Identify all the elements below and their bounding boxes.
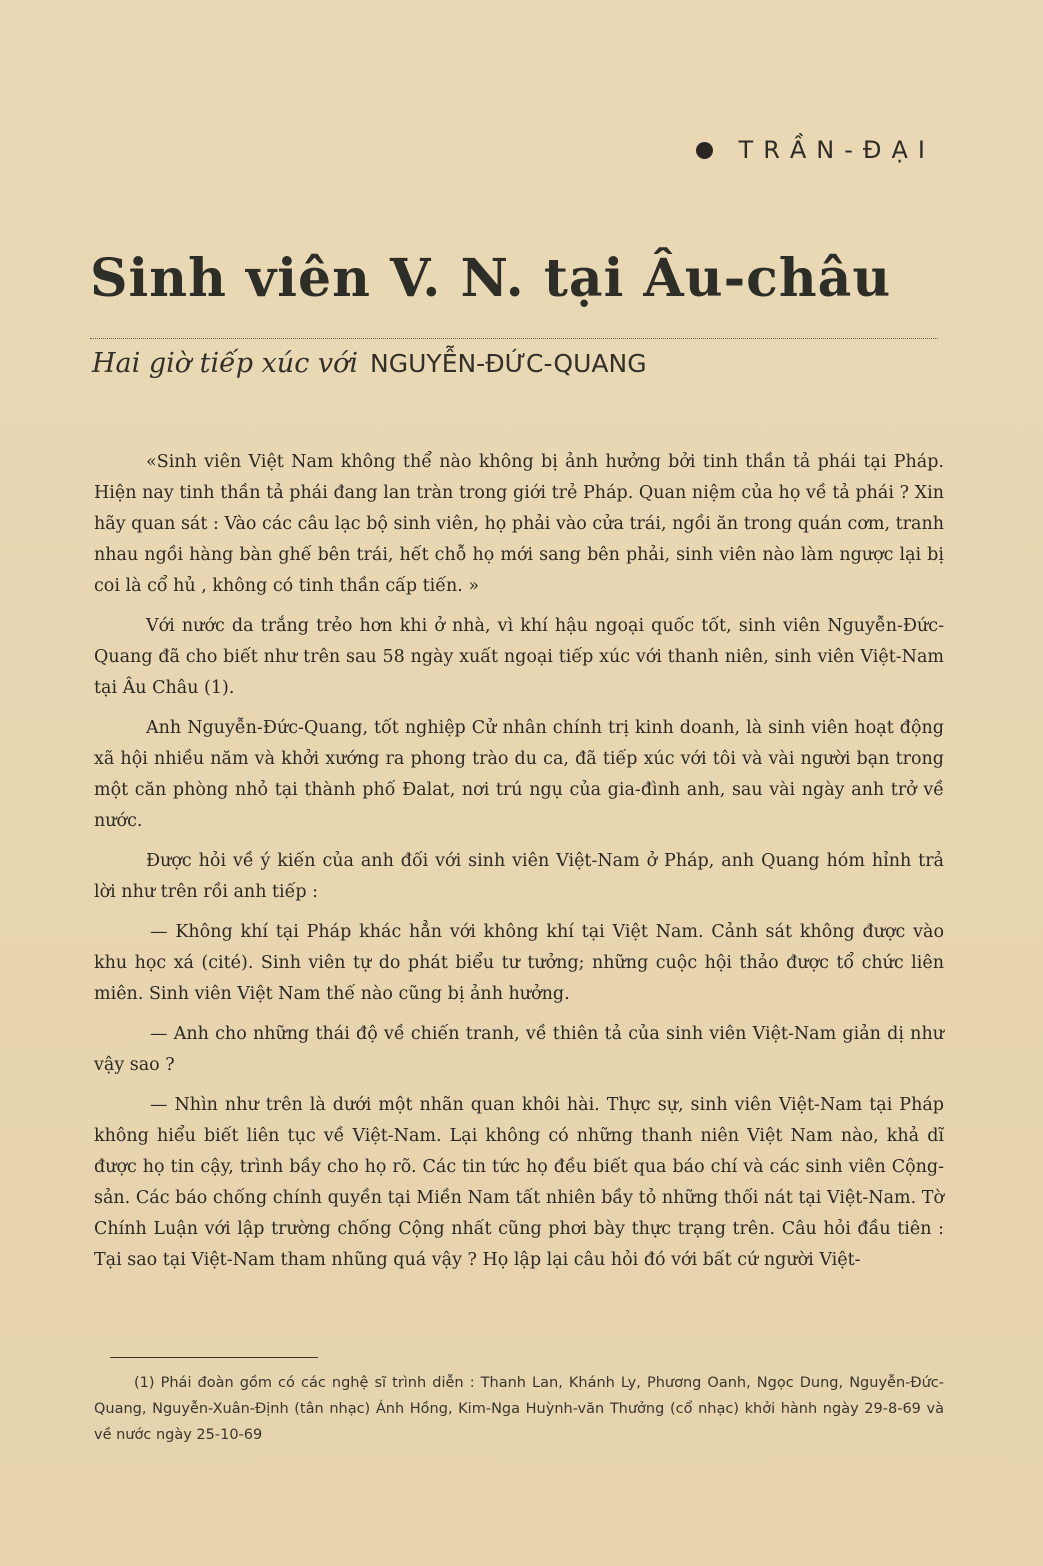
- dialog-paragraph: — Nhìn như trên là dưới một nhãn quan khôi hài. Thực sự, sinh viên Việt-Nam tại Pháp không hiểu biết liên tục về Việt-Nam. Lại không có những thanh niên Việt Nam nào, khả dĩ được họ tin cậy, trình bầy cho họ rõ. Các tin tức họ đều biết qua báo chí và các sinh viên Cộng-sản. Các báo chống chính quyền tại Miền Nam tất nhiên bầy tỏ những thối nát tại Việt-Nam. Tờ Chính Luận với lập trường chống Cộng nhất cũng phơi bày thực trạng trên. Câu hỏi đầu tiên : Tại sao tại Việt-Nam tham nhũng quá vậy ? Họ lập lại câu hỏi đó với bất cứ người Việt-: [94, 1095, 944, 1270]
- footnote-divider: [110, 1357, 318, 1358]
- article-title: Sinh viên V. N. tại Âu-châu: [90, 248, 892, 309]
- paragraph: Anh Nguyễn-Đức-Quang, tốt nghiệp Cử nhân chính trị kinh doanh, là sinh viên hoạt động xã hội nhiều năm và khởi xướng ra phong trào du ca, đã tiếp xúc với tôi và vài người bạn trong một căn phòng nhỏ tại thành phố Đalat, nơi trú ngụ của gia-đình anh, sau vài ngày anh trở về nước.: [94, 718, 944, 831]
- title-divider: [90, 338, 938, 339]
- article-subtitle: [92, 348, 952, 379]
- dialog-paragraph: — Không khí tại Pháp khác hẳn với không khí tại Việt Nam. Cảnh sát không được vào khu học xá (cité). Sinh viên tự do phát biểu tư tưởng; những cuộc hội thảo được tổ chức liên miên. Sinh viên Việt Nam thế nào cũng bị ảnh hưởng.: [94, 922, 944, 1004]
- paragraph-quote: «Sinh viên Việt Nam không thể nào không bị ảnh hưởng bởi tinh thần tả phái tại Pháp. Hiện nay tinh thần tả phái đang lan tràn trong giới trẻ Pháp. Quan niệm của họ về tả phái ? Xin hãy quan sát : Vào các câu lạc bộ sinh viên, họ phải vào cửa trái, ngồi ăn trong quán cơm, tranh nhau ngồi hàng bàn ghế bên trái, hết chỗ họ mới sang bên phải, sinh viên nào làm ngược lại bị coi là cổ hủ , không có tinh thần cấp tiến. »: [94, 452, 944, 596]
- dialog-paragraph: — Anh cho những thái độ về chiến tranh, về thiên tả của sinh viên Việt-Nam giản dị như vậy sao ?: [94, 1024, 944, 1075]
- paragraph: Được hỏi về ý kiến của anh đối với sinh viên Việt-Nam ở Pháp, anh Quang hóm hỉnh trả lời như trên rồi anh tiếp :: [94, 851, 944, 902]
- paragraph: Với nước da trắng trẻo hơn khi ở nhà, vì khí hậu ngoại quốc tốt, sinh viên Nguyễn-Đức-Quang đã cho biết như trên sau 58 ngày xuất ngoại tiếp xúc với thanh niên, sinh viên Việt-Nam tại Âu Châu (1).: [94, 616, 944, 698]
- subtitle-name: NGUYỄN-ĐỨC-QUANG: [370, 349, 647, 378]
- footnote: (1) Phái đoàn gồm có các nghệ sĩ trình diễn : Thanh Lan, Khánh Ly, Phương Oanh, Ngọc Dung, Nguyễn-Đức-Quang, Nguyễn-Xuân-Định (tân nhạc) Ánh Hồng, Kim-Nga Huỳnh-văn Thưởng (cổ nhạc) khởi hành ngày 29-8-69 và về nước ngày 25-10-69: [94, 1375, 944, 1443]
- bullet-icon: [696, 142, 713, 159]
- author-name: TRẦN-ĐẠI: [738, 136, 935, 164]
- author-byline: [696, 136, 935, 164]
- article-body: [94, 447, 944, 1285]
- subtitle-lead: Hai giờ tiếp xúc với: [92, 348, 359, 379]
